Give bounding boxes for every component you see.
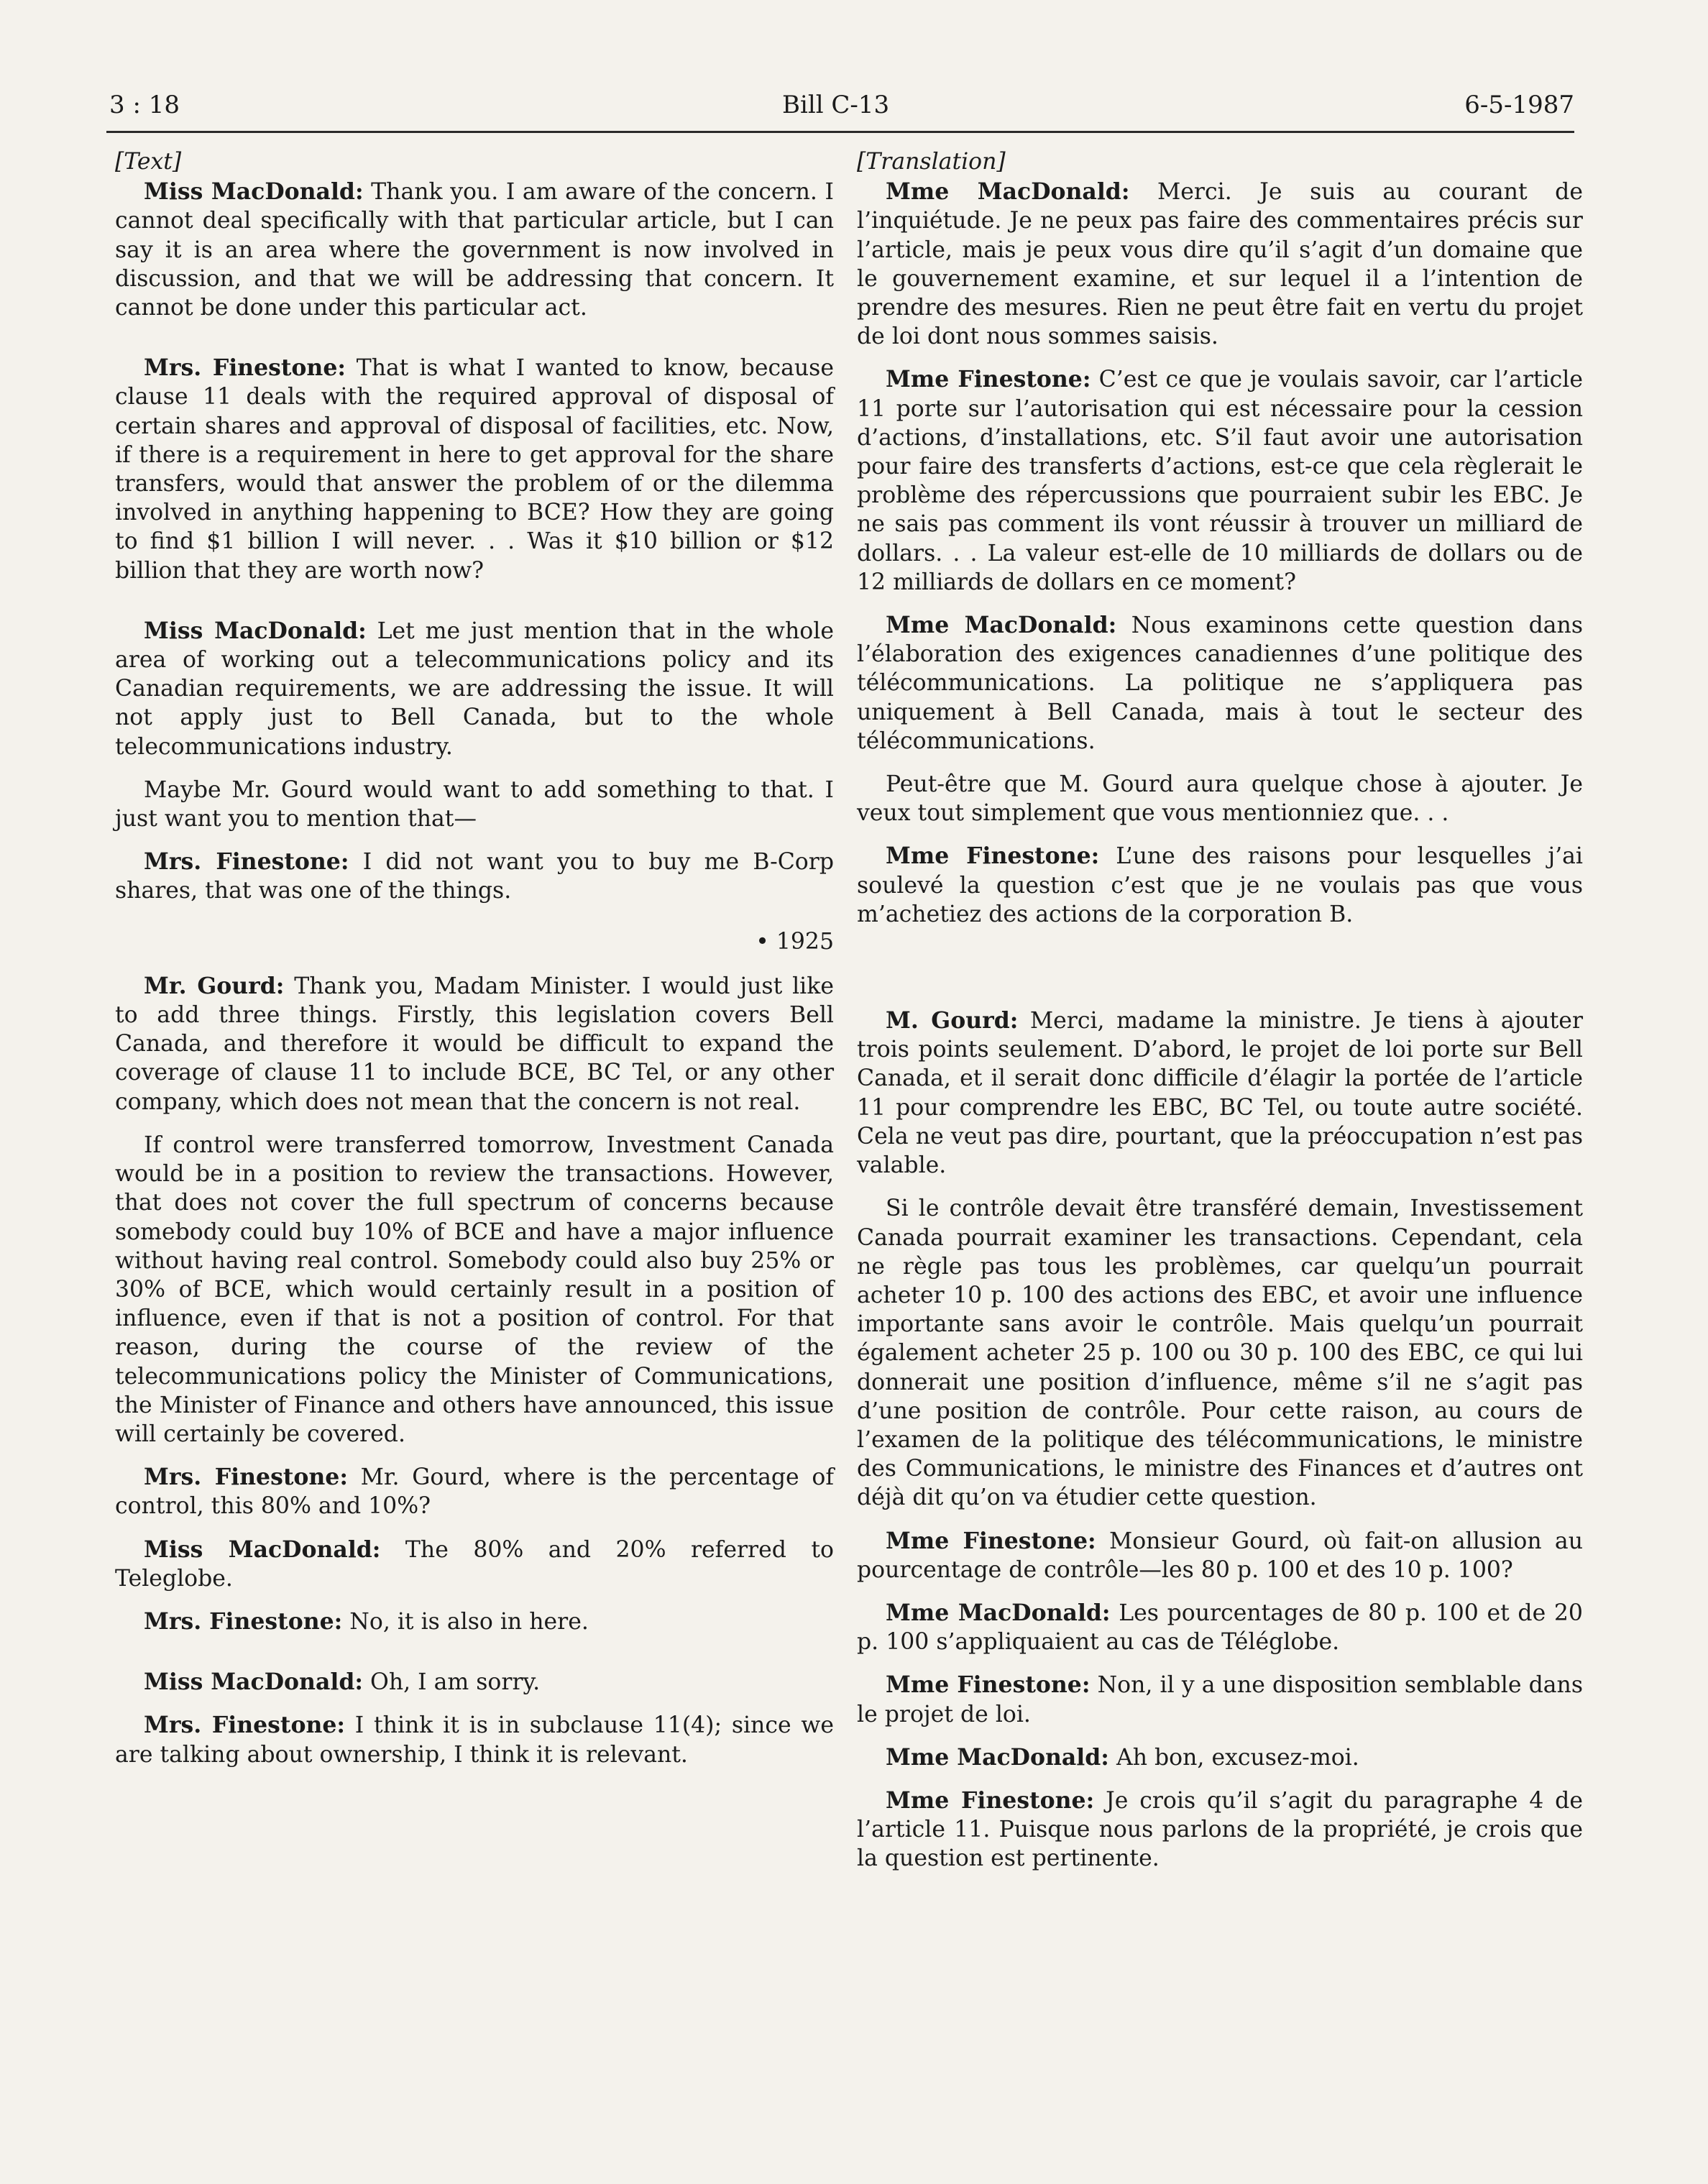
speaker: Mrs. Finestone: <box>144 1464 348 1491</box>
speaker: M. Gourd: <box>886 1007 1019 1034</box>
speaker: Mme Finestone: <box>886 1671 1091 1699</box>
paragraph <box>115 1536 834 1593</box>
speaker: Miss MacDonald: <box>144 1669 363 1696</box>
speaker: Mme MacDonald: <box>886 1599 1111 1626</box>
paragraph <box>857 611 1583 756</box>
speaker: Mrs. Finestone: <box>144 1712 346 1739</box>
paragraph <box>115 617 834 761</box>
paragraph <box>857 365 1583 597</box>
speaker: Mme MacDonald: <box>886 1743 1109 1771</box>
speaker: Mme MacDonald: <box>886 612 1117 639</box>
paragraph <box>115 1463 834 1520</box>
speech: C’est ce que je voulais savoir, car l’article 11 porte sur l’autorisation qui est nécessaire pour la cession d’actions, d’installations, etc. S’il faut avoir une autorisation pour faire des transferts d’actions, est-ce que cela règlerait le problème des répercussions que pourraient subir les EBC. Je ne sais pas comment ils vont réussir à trouver un milliard de dollars. . . La valeur est-elle de 10 milliards de dollars ou de 12 milliards de dollars en ce moment? <box>857 367 1583 595</box>
speech: Monsieur Gourd, où fait-on allusion au pourcentage de contrôle—les 80 p. 100 et des 10 p. 100? <box>857 1528 1583 1583</box>
speech: Maybe Mr. Gourd would want to add something to that. I just want you to mention that— <box>115 776 834 832</box>
page-number: 3 : 18 <box>109 91 180 119</box>
english-column <box>115 147 834 1784</box>
paragraph <box>857 1786 1583 1873</box>
speech: No, it is also in here. <box>342 1608 589 1635</box>
speaker: Mme Finestone: <box>886 1527 1096 1554</box>
paragraph <box>857 1599 1583 1656</box>
bill-title: Bill C-13 <box>782 91 890 119</box>
speaker: Mme Finestone: <box>886 843 1100 870</box>
speaker: Mrs. Finestone: <box>144 1607 343 1635</box>
speech: Non, il y a une disposition semblable dans le projet de loi. <box>857 1672 1583 1728</box>
paragraph <box>857 842 1583 929</box>
paragraph <box>857 1671 1583 1728</box>
speech: Thank you, Madam Minister. I would just like to add three things. Firstly, this legislation covers Bell Canada, and therefore it would be difficult to expand the coverage of clause 11 to include BCE, BC Tel, or any other company, which does not mean that the concern is not real. <box>115 973 834 1115</box>
paragraph <box>115 972 834 1116</box>
speech: Nous examinons cette question dans l’élaboration des exigences canadiennes d’une politique des télécommunications. La politique ne s’appliquera pas uniquement à Bell Canada, mais à tout le secteur des télécommunications. <box>857 612 1583 754</box>
french-column <box>857 147 1583 1888</box>
speaker: Mr. Gourd: <box>144 972 285 999</box>
paragraph <box>115 1711 834 1768</box>
speech: Mr. Gourd, where is the percentage of control, this 80% and 10%? <box>115 1464 834 1520</box>
speech: Si le contrôle devait être transféré demain, Investissement Canada pourrait examiner les transactions. Cependant, cela ne règle pas tous les problèmes, car quelqu’un pourrait acheter 10 p. 100 des actions des EBC, et avoir une influence importante sans avoir le contrôle. Mais quelqu’un pourrait également acheter 25 p. 100 ou 30 p. 100 des EBC, ce qui lui donnerait une position d’influence, même s’il ne s’agit pas d’une position de contrôle. Pour cette raison, au cours de l’examen de la politique des télécommunications, le ministre des Communications, le ministre des Finances et d’autres ont déjà dit qu’on va étudier cette question. <box>857 1196 1583 1511</box>
speech: Merci, madame la ministre. Je tiens à ajouter trois points seulement. D’abord, le projet de loi porte sur Bell Canada, et il serait donc difficile d’élagir la portée de l’article 11 pour comprendre les EBC, BC Tel, ou toute autre société. Cela ne veut pas dire, pourtant, que la préoccupation n’est pas valable. <box>857 1008 1583 1179</box>
paragraph <box>857 770 1583 827</box>
paragraph <box>115 776 834 833</box>
translation-tag: [Translation] <box>857 149 1006 175</box>
paragraph <box>115 1607 834 1636</box>
header-date: 6-5-1987 <box>1464 91 1574 119</box>
speech: Merci. Je suis au courant de l’inquiétude. Je ne peux pas faire des commentaires précis sur l’article, mais je peux vous dire qu’il s’agit d’un domaine que le gouvernement examine, et sur lequel il a l’intention de prendre des mesures. Rien ne peut être fait en vertu du projet de loi dont nous sommes saisis. <box>857 179 1583 350</box>
speaker: Miss MacDonald: <box>144 1536 381 1563</box>
paragraph <box>115 178 834 322</box>
speaker: Mme MacDonald: <box>886 178 1130 206</box>
paragraph <box>115 1668 834 1697</box>
speaker: Mme Finestone: <box>886 366 1091 393</box>
paragraph <box>857 1743 1583 1772</box>
speaker: Miss MacDonald: <box>144 178 364 206</box>
speech: That is what I wanted to know, because clause 11 deals with the required approval of disposal of certain shares and approval of disposal of facilities, etc. Now, if there is a requirement in here to get approval for the share transfers, would that answer the problem of or the dilemma involved in anything happening to BCE? How they are going to find $1 billion I will never. . . Was it $10 billion or $12 billion that they are worth now? <box>115 355 834 584</box>
speaker: Mrs. Finestone: <box>144 354 346 382</box>
paragraph <box>857 1194 1583 1512</box>
speech: I did not want you to buy me B-Corp shares, that was one of the things. <box>115 849 834 904</box>
speech: L’une des raisons pour lesquelles j’ai soulevé la question c’est que je ne voulais pas que vous m’achetiez des actions de la corporation B. <box>857 843 1583 927</box>
speech: I think it is in subclause 11(4); since we are talking about ownership, I think it is relevant. <box>115 1712 834 1768</box>
speech: If control were transferred tomorrow, Investment Canada would be in a position to review the transactions. However, that does not cover the full spectrum of concerns because somebody could buy 10% of BCE and have a major influence without having real control. Somebody could also buy 25% or 30% of BCE, which would certainly result in a position of influence, even if that is not a position of control. For that reason, during the course of the review of the telecommunications policy the Minister of Communications, the Minister of Finance and others have announced, this issue will certainly be covered. <box>115 1132 834 1447</box>
paragraph <box>857 1006 1583 1180</box>
speech: Oh, I am sorry. <box>363 1669 541 1696</box>
speech: The 80% and 20% referred to Teleglobe. <box>115 1536 834 1592</box>
speech: Let me just mention that in the whole area of working out a telecommunications policy and its Canadian requirements, we are addressing the issue. It will not apply just to Bell Canada, but to the whole telecommunications industry. <box>115 618 834 760</box>
speaker: Mrs. Finestone: <box>144 848 349 876</box>
paragraph <box>857 1527 1583 1584</box>
speech: Peut-être que M. Gourd aura quelque chose à ajouter. Je veux tout simplement que vous mentionniez que. . . <box>857 771 1583 827</box>
speaker: Mme Finestone: <box>886 1786 1095 1814</box>
speech: Les pourcentages de 80 p. 100 et de 20 p. 100 s’appliquaient au cas de Téléglobe. <box>857 1600 1583 1656</box>
paragraph <box>115 848 834 905</box>
speech: Je crois qu’il s’agit du paragraphe 4 de l’article 11. Puisque nous parlons de la propriété, je crois que la question est pertinente. <box>857 1787 1583 1872</box>
text-tag: [Text] <box>115 149 182 175</box>
speech: Ah bon, excusez-moi. <box>1108 1744 1359 1771</box>
time-marker: • 1925 <box>756 928 834 955</box>
page-header <box>106 88 1574 133</box>
speaker: Miss MacDonald: <box>144 617 367 644</box>
paragraph <box>115 354 834 585</box>
speech: Thank you. I am aware of the concern. I cannot deal specifically with that particular article, but I can say it is an area where the government is now involved in discussion, and that we will be addressing that concern. It cannot be done under this particular act. <box>115 179 834 321</box>
paragraph <box>115 1131 834 1449</box>
paragraph <box>857 178 1583 351</box>
